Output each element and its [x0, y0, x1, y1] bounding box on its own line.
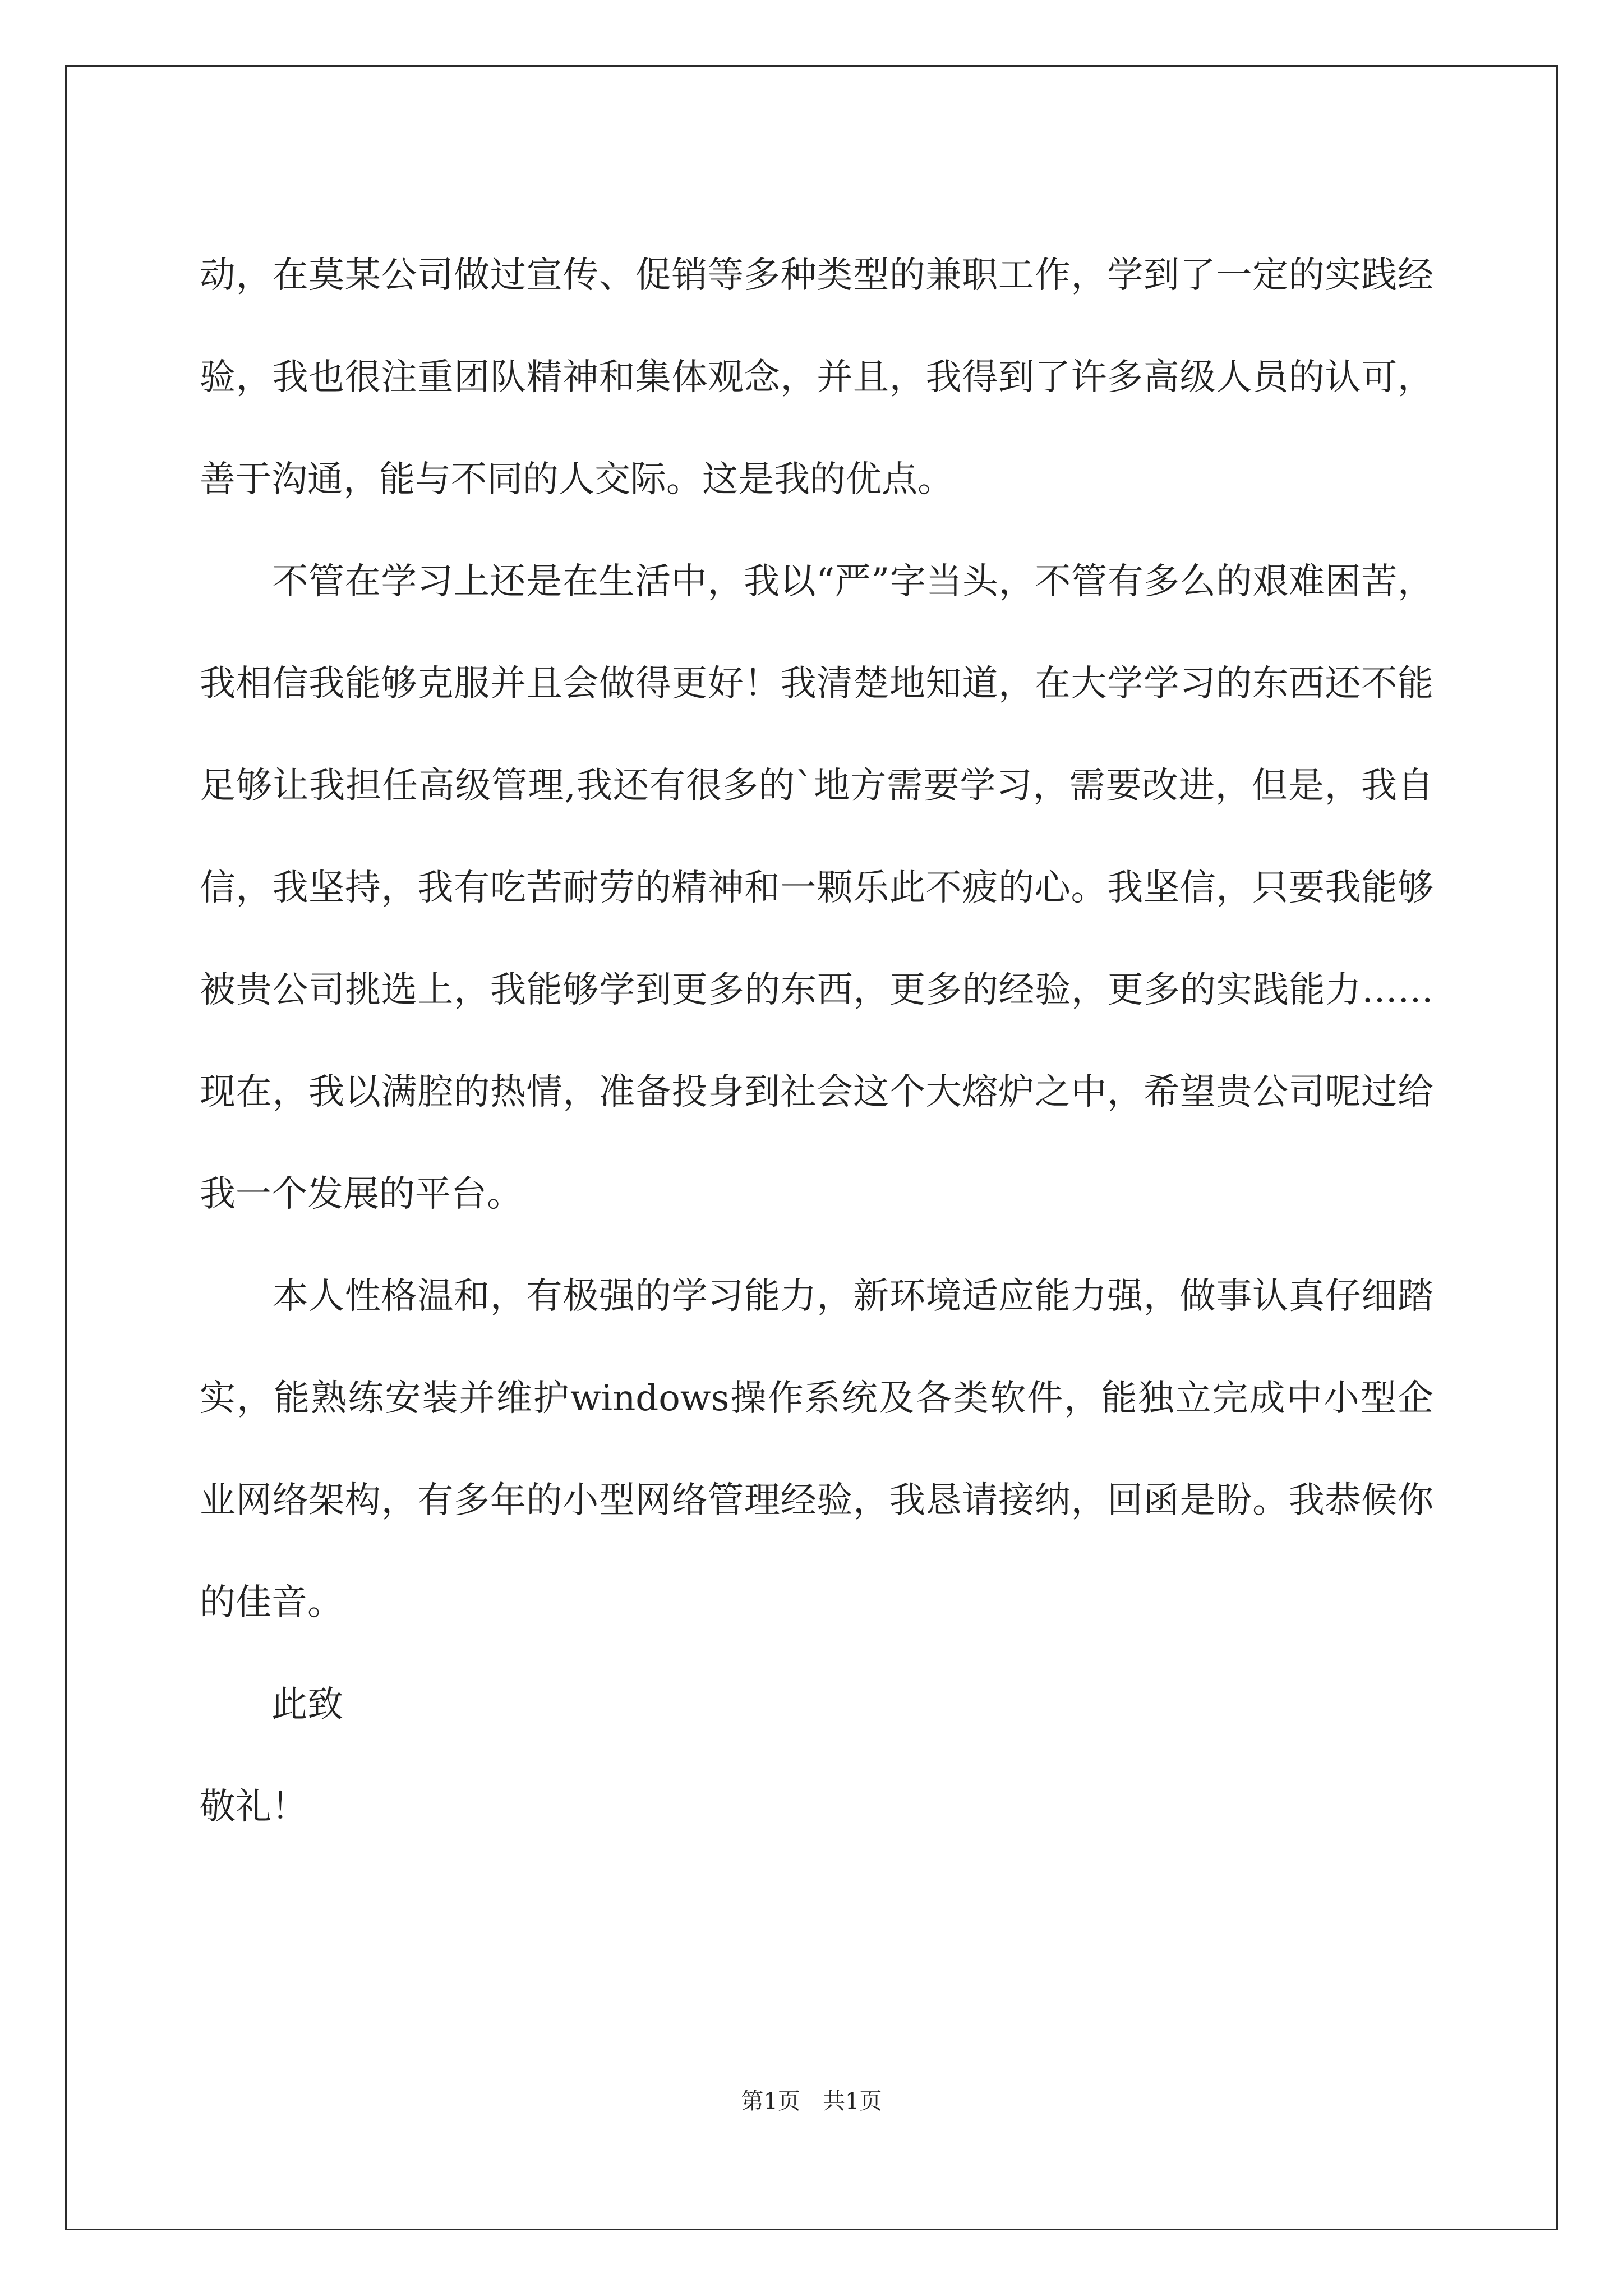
paragraph-attitude: 不管在学习上还是在生活中，我以“严”字当头，不管有多么的艰难困苦，我相信我能够克服并且会做得更好！我清楚地知道，在大学学习的东西还不能足够让我担任高级管理,我还有很多的`地方需要学习，需要改进，但是，我自信，我坚持，我有吃苦耐劳的精神和一颗乐此不疲的心。我坚信，只要我能够被贵公司挑选上，我能够学到更多的东西，更多的经验，更多的实践能力……现在，我以满腔的热情，准备投身到社会这个大熔炉之中，希望贵公司呢过给我一个发展的平台。	[200, 561, 1433, 1215]
closing-regards: 敬礼！	[200, 1786, 307, 1828]
paragraph-experience: 动，在莫某公司做过宣传、促销等多种类型的兼职工作，学到了一定的实践经验，我也很注重团队精神和集体观念，并且，我得到了许多高级人员的认可，善于沟通，能与不同的人交际。这是我的优点。	[200, 255, 1433, 500]
paragraph-skills: 本人性格温和，有极强的学习能力，新环境适应能力强，做事认真仔细踏实，能熟练安装并维护windows操作系统及各类软件，能独立完成中小型企业网络架构，有多年的小型网络管理经验，我恳请接纳，回函是盼。我恭候你的佳音。	[200, 1276, 1433, 1623]
closing-salutation: 此致	[200, 1684, 343, 1726]
page-number: 第1页 共1页	[741, 2088, 882, 2114]
letter-body	[200, 224, 1433, 1858]
